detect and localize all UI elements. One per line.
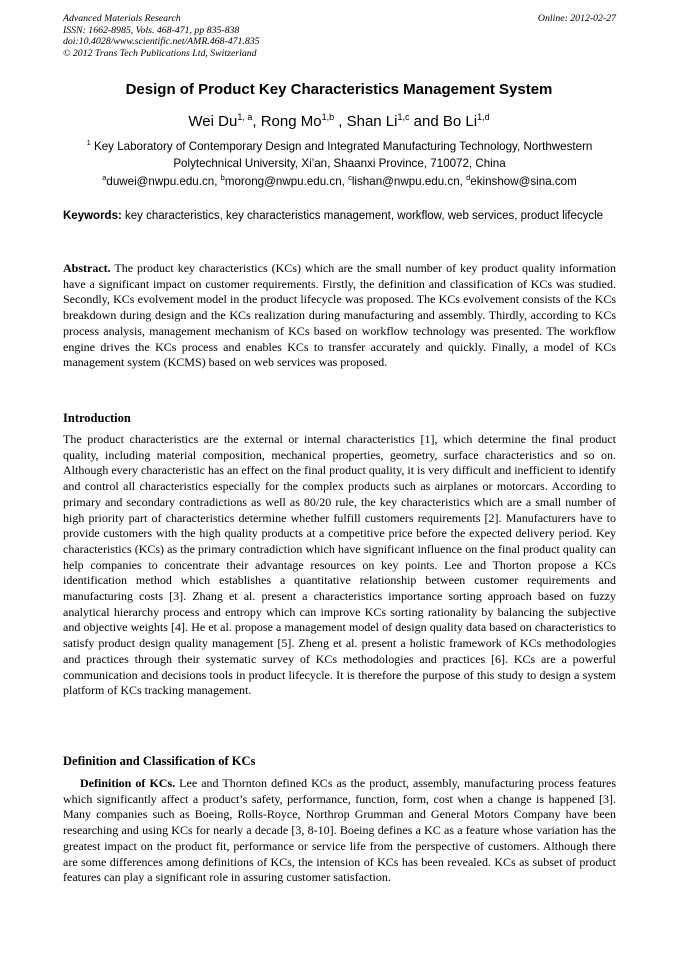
email-mark: c <box>348 173 352 182</box>
issn-line: ISSN: 1662-8985, Vols. 468-471, pp 835-838 <box>63 24 240 36</box>
author-name: Rong Mo <box>260 113 322 130</box>
abstract-block <box>63 261 616 371</box>
doi-line: doi:10.4028/www.scientific.net/AMR.468-471.835 <box>63 36 260 48</box>
email-address[interactable]: lishan@nwpu.edu.cn <box>351 175 460 188</box>
email-address[interactable]: duwei@nwpu.edu.cn <box>106 175 215 188</box>
affiliation-text: Key Laboratory of Contemporary Design and Integrated Manufacturing Technology, Northwestern Polytechnical University, Xi’an, Shaanxi Province, 710072, China <box>90 140 593 170</box>
author-name: Shan Li <box>346 113 398 130</box>
definition-paragraph <box>63 776 616 886</box>
affiliation <box>63 138 616 172</box>
definition-text: Lee and Thornton defined KCs as the product, assembly, manufacturing process features which significantly affect a product’s safety, performance, function, form, cost when a change is happened [3]. Many companies such as Boeing, Rolls-Royce, Northrop Grumman and General Motors Company have been researching and using KCs for nearly a decade [3, 8-10]. Boeing defines a KC as a feature whose variation has the greatest impact on the product fit, performance or service life from the perspective of customers. Although there are some differences among definitions of KCs, the intension of KCs has been revealed. KCs as subset of product features can play a significant role in assuring customer satisfaction. <box>63 776 617 885</box>
copyright-line: © 2012 Trans Tech Publications Ltd, Switzerland <box>63 47 257 59</box>
author-separator: and <box>409 113 443 130</box>
author-affiliation-mark: 1,c <box>397 112 410 122</box>
author-affiliation-mark: 1,d <box>477 112 490 122</box>
email-mark: b <box>220 173 225 182</box>
author-name: Bo Li <box>442 113 478 130</box>
author-separator: , <box>252 113 261 130</box>
email-separator: , <box>341 175 349 188</box>
email-separator: , <box>459 175 467 188</box>
paper-title: Design of Product Key Characteristics Management System <box>125 81 553 98</box>
email-mark: a <box>102 173 107 182</box>
email-mark: d <box>466 173 471 182</box>
author-affiliation-mark: 1,b <box>321 112 335 122</box>
affiliation-mark: 1 <box>86 138 91 147</box>
email-address[interactable]: ekinshow@sina.com <box>470 175 577 188</box>
keywords-label: Keywords: <box>63 210 122 222</box>
introduction-paragraph: The product characteristics are the external or internal characteristics [1], which determine the final product quality, including material composition, mechanical properties, geometry, surface characteristics and so on. Although every characteristic has an effect on the final product quality, it is very difficult and inefficient to identify and control all characteristics especially for the complex products such as airplanes or motorcars. According to primary and secondary contradictions as well as 80/20 rule, the key characteristics which are a small number of high priority part of characteristics determine whether fulfill customers requirements [2]. Manufacturers have to provide customers with the high quality products at a competitive price before the expected delivery period. Key characteristics (KCs) as the primary contradiction which have significant influence on the final product quality can help companies to concentrate their advantage resources on key points. Lee and Thorton propose a KCs identification method which establishes a quantitative relationship between customer requirements and manufacturing costs [3]. Zhang et al. present a characteristics importance sorting approach based on fuzzy analytical hierarchy process and entropy which can improve KCs sorting rationality by balancing the subjective and objective weights [4]. He et al. propose a management model of design quality data based on characteristics to satisfy product design quality management [5]. Zheng et al. present a holistic framework of KCs methodologies and practices through their systematic survey of KCs methodologies and practices [6]. KCs are a powerful communication and decisions tools in product lifecycle. It is therefore the purpose of this study to design a system platform of KCs tracking management. <box>63 432 616 698</box>
keywords-block <box>63 209 616 225</box>
online-date: Online: 2012-02-27 <box>537 13 616 24</box>
journal-name: Advanced Materials Research <box>63 13 181 24</box>
keywords-text: key characteristics, key characteristics management, workflow, web services, product lifecycle <box>121 210 604 222</box>
author-separator: , <box>334 113 347 130</box>
email-list <box>63 175 616 189</box>
introduction-heading: Introduction <box>63 411 131 425</box>
abstract-label: Abstract. <box>63 261 111 275</box>
author-affiliation-mark: 1, a <box>237 112 253 122</box>
journal-header <box>63 13 616 59</box>
email-separator: , <box>214 175 221 188</box>
author-list <box>40 112 638 132</box>
author-name: Wei Du <box>188 113 238 130</box>
definition-label: Definition of KCs. <box>80 776 176 790</box>
abstract-text: The product key characteristics (KCs) which are the small number of key product quality information have a significant impact on customer requirements. Firstly, the definition and classification of KCs was studied. Secondly, KCs evolvement model in the product lifecycle was proposed. The KCs evolvement consists of the KCs breakdown during design and the KCs realization during manufacturing and assembly. Thirdly, according to KCs process analysis, management mechanism of KCs based on workflow technology was presented. The workflow engine drives the KCs process and enables KCs to transfer accurately and quickly. Finally, a model of KCs management system (KCMS) based on web services was proposed. <box>63 261 616 370</box>
email-address[interactable]: morong@nwpu.edu.cn <box>224 175 342 188</box>
definition-section-heading: Definition and Classification of KCs <box>63 754 256 768</box>
